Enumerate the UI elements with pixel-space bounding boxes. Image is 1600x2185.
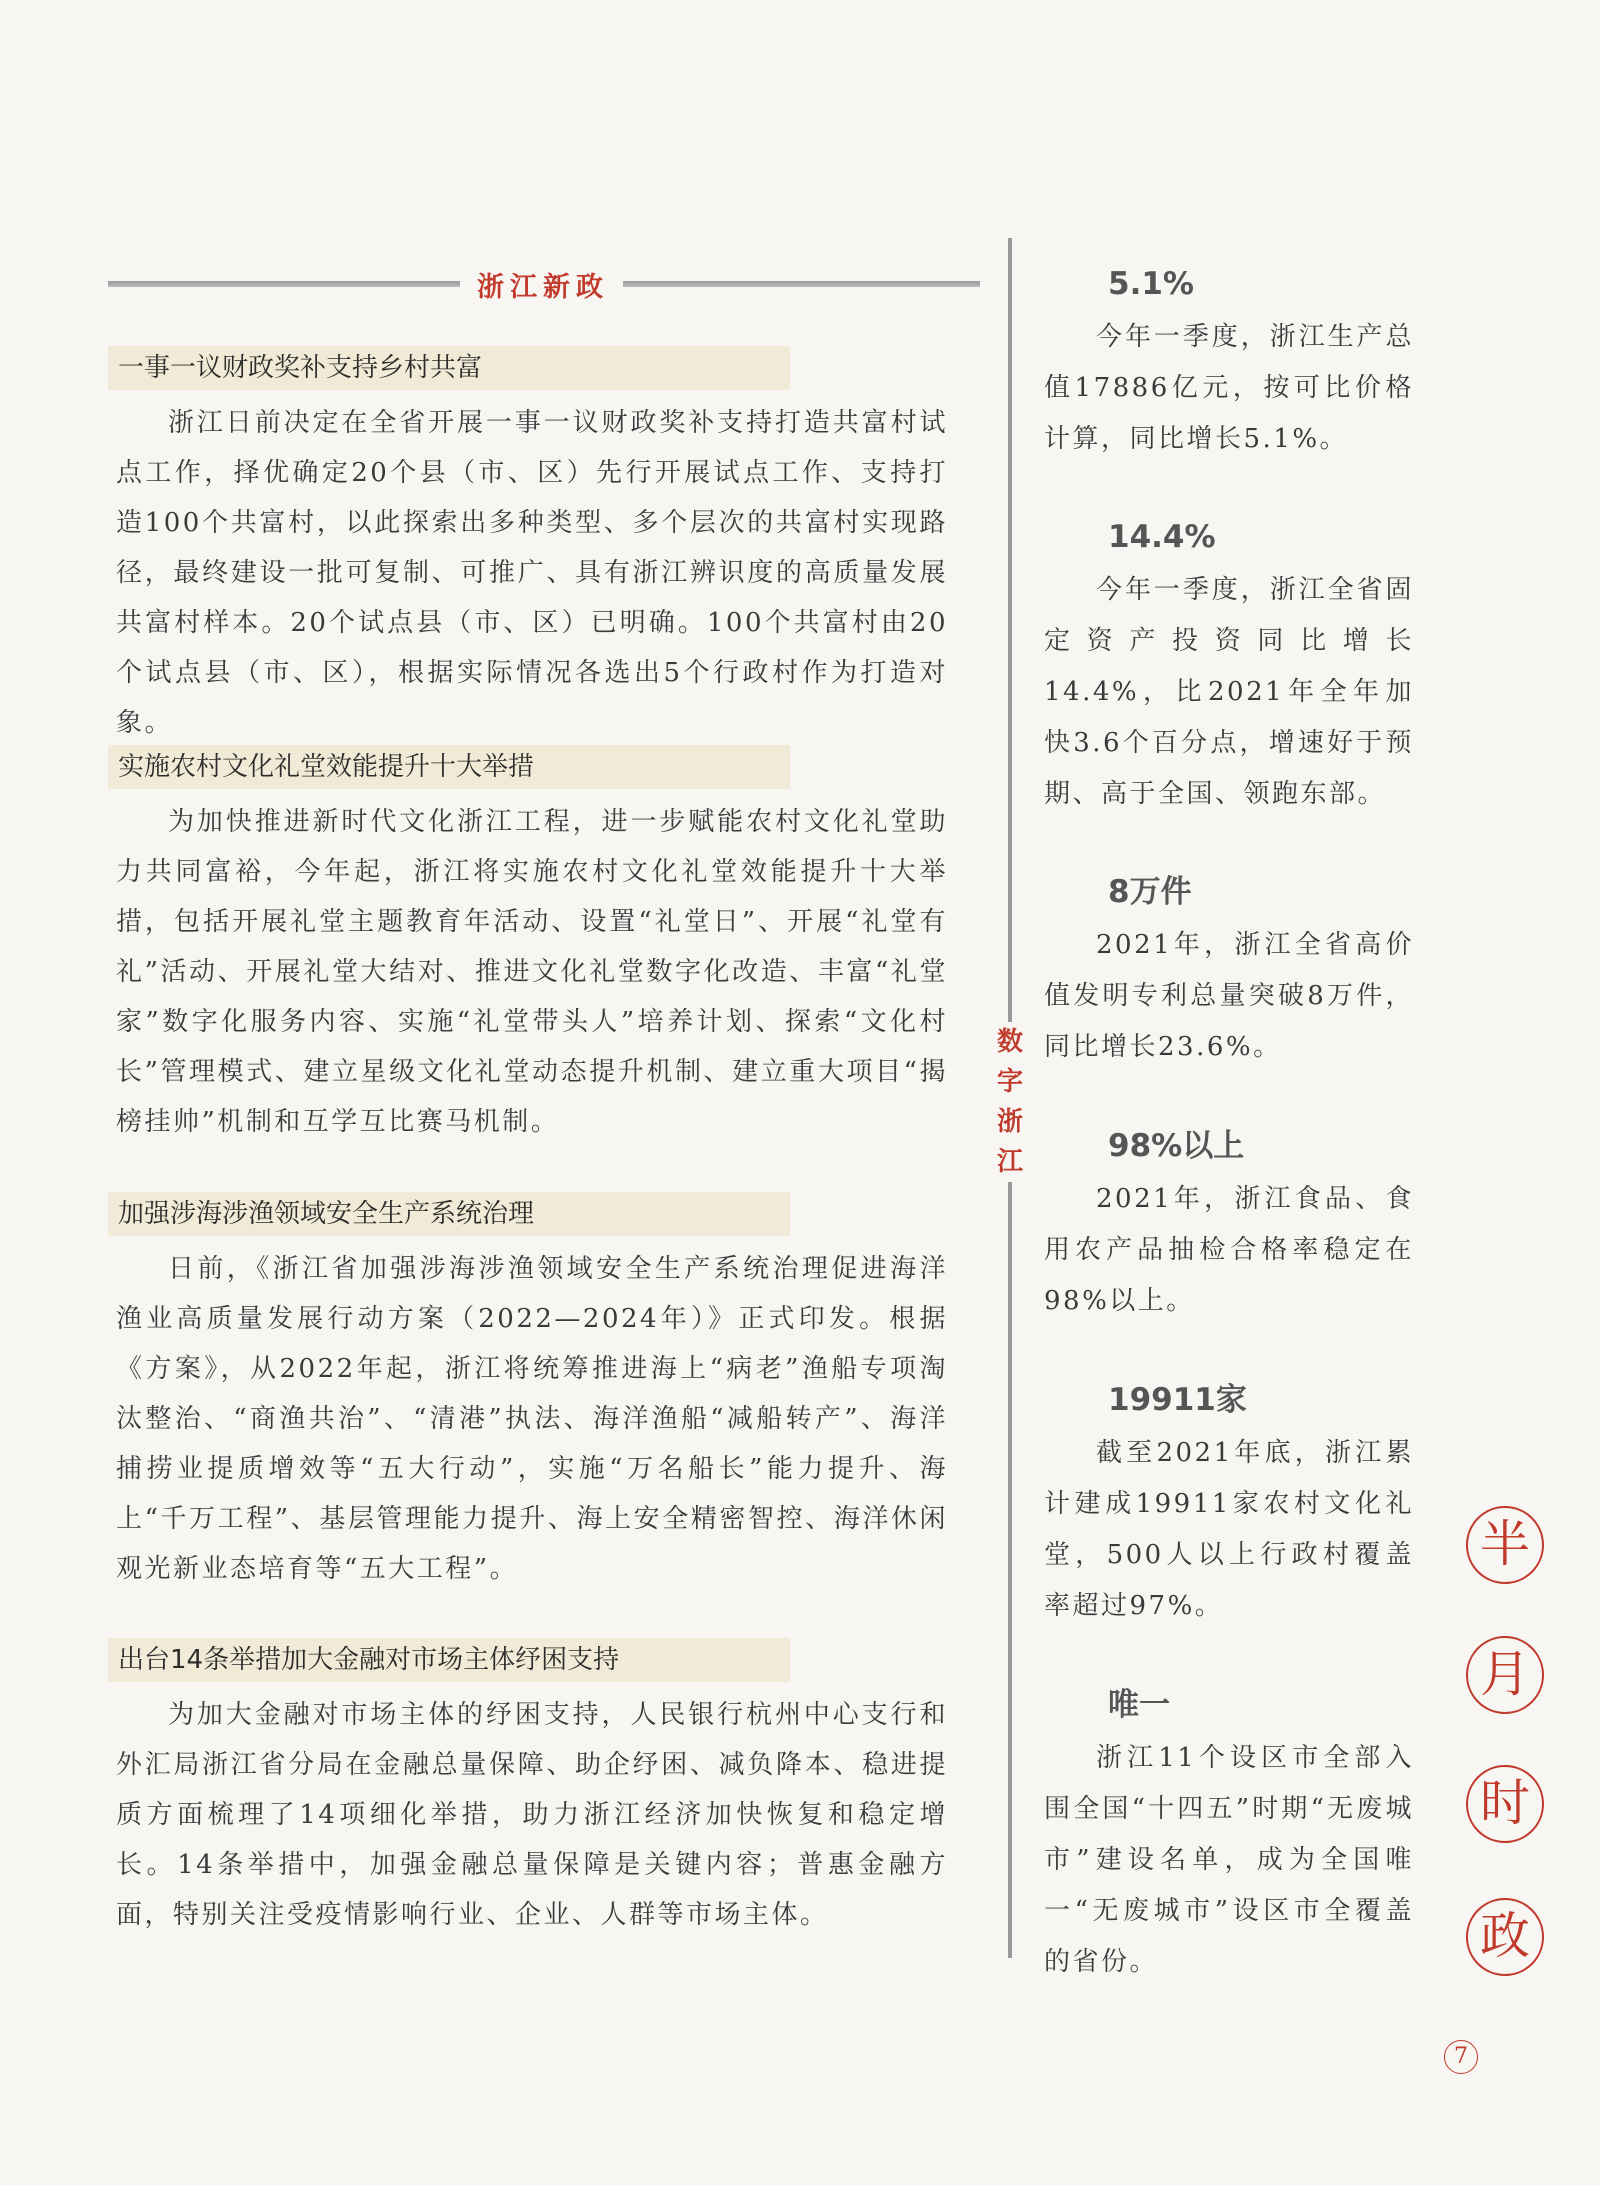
article-headline: 一事一议财政奖补支持乡村共富: [108, 346, 790, 390]
article-body: 为加快推进新时代文化浙江工程，进一步赋能农村文化礼堂助力共同富裕，今年起，浙江将实施农村文化礼堂效能提升十大举措，包括开展礼堂主题教育年活动、设置“礼堂日”、开展“礼堂有礼”活动、开展礼堂大结对、推进文化礼堂数字化改造、丰富“礼堂家”数字化服务内容、实施“礼堂带头人”培养计划、探索“文化村长”管理模式、建立星级文化礼堂动态提升机制、建立重大项目“揭榜挂帅”机制和互学互比赛马机制。: [116, 807, 948, 1137]
column-seal-char: 半: [1466, 1506, 1544, 1584]
article-cultural-hall: [108, 745, 948, 1147]
fact-title: 19911家: [1108, 1382, 1247, 1418]
fact-title: 8万件: [1108, 874, 1192, 910]
fact-title: 14.4%: [1108, 519, 1216, 555]
sidebar-label-char: 字: [996, 1067, 1023, 1097]
sidebar-label-char: 浙: [996, 1107, 1023, 1137]
sidebar-label-char: 数: [996, 1027, 1023, 1057]
section-header: [108, 265, 980, 301]
article-marine-safety: [108, 1192, 948, 1594]
article-rural-prosperity: [108, 346, 948, 748]
fact-body: 截至2021年底，浙江累计建成19911家农村文化礼堂，500人以上行政村覆盖率超过97%。: [1044, 1438, 1414, 1621]
fact-body: 今年一季度，浙江生产总值17886亿元，按可比价格计算，同比增长5.1%。: [1044, 322, 1414, 454]
column-seal-char: 月: [1466, 1636, 1544, 1714]
header-rule-left: [108, 281, 460, 287]
fact-body: 2021年，浙江全省高价值发明专利总量突破8万件，同比增长23.6%。: [1044, 930, 1414, 1062]
fact-body: 浙江11个设区市全部入围全国“十四五”时期“无废城市”建设名单，成为全国唯一“无废城市”设区市全覆盖的省份。: [1044, 1743, 1414, 1977]
fact-gdp: [1044, 262, 1414, 465]
fact-food-safety: [1044, 1124, 1414, 1327]
section-title: 浙江新政: [477, 272, 609, 303]
article-headline: 实施农村文化礼堂效能提升十大举措: [108, 745, 790, 789]
fact-body: 2021年，浙江食品、食用农产品抽检合格率稳定在98%以上。: [1044, 1184, 1414, 1316]
column-seal-char: 时: [1466, 1765, 1544, 1843]
article-financial-support: [108, 1638, 948, 1940]
fact-body: 今年一季度，浙江全省固定资产投资同比增长14.4%，比2021年全年加快3.6个百分点，增速好于预期、高于全国、领跑东部。: [1044, 575, 1414, 809]
fact-title: 5.1%: [1108, 266, 1194, 302]
fact-investment: [1044, 515, 1414, 820]
article-headline: 加强涉海涉渔领域安全生产系统治理: [108, 1192, 790, 1236]
fact-waste-free: [1044, 1683, 1414, 1988]
fact-title: 98%以上: [1108, 1128, 1245, 1164]
column-seal-char: 政: [1466, 1898, 1544, 1976]
fact-patents: [1044, 870, 1414, 1073]
fact-title: 唯一: [1108, 1687, 1170, 1723]
header-rule-right: [623, 281, 980, 287]
article-body: 为加大金融对市场主体的纾困支持，人民银行杭州中心支行和外汇局浙江省分局在金融总量保障、助企纾困、减负降本、稳进提质方面梳理了14项细化举措，助力浙江经济加快恢复和稳定增长。14条举措中，加强金融总量保障是关键内容；普惠金融方面，特别关注受疫情影响行业、企业、人群等市场主体。: [116, 1700, 948, 1930]
article-headline: 出台14条举措加大金融对市场主体纾困支持: [108, 1638, 790, 1682]
article-body: 浙江日前决定在全省开展一事一议财政奖补支持打造共富村试点工作，择优确定20个县（市、区）先行开展试点工作、支持打造100个共富村，以此探索出多种类型、多个层次的共富村实现路径，最终建设一批可复制、可推广、具有浙江辨识度的高质量发展共富村样本。20个试点县（市、区）已明确。100个共富村由20个试点县（市、区），根据实际情况各选出5个行政村作为打造对象。: [116, 408, 948, 738]
page-number: 7: [1444, 2040, 1478, 2074]
article-body: 日前，《浙江省加强涉海涉渔领域安全生产系统治理促进海洋渔业高质量发展行动方案（2022—2024年）》正式印发。根据《方案》，从2022年起，浙江将统筹推进海上“病老”渔船专项淘汰整治、“商渔共治”、“清港”执法、海洋渔船“减船转产”、海洋捕捞业提质增效等“五大行动”，实施“万名船长”能力提升、海上“千万工程”、基层管理能力提升、海上安全精密智控、海洋休闲观光新业态培育等“五大工程”。: [116, 1254, 948, 1584]
sidebar-label-char: 江: [996, 1147, 1023, 1177]
sidebar-label: [993, 1022, 1027, 1182]
fact-cultural-halls: [1044, 1378, 1414, 1632]
